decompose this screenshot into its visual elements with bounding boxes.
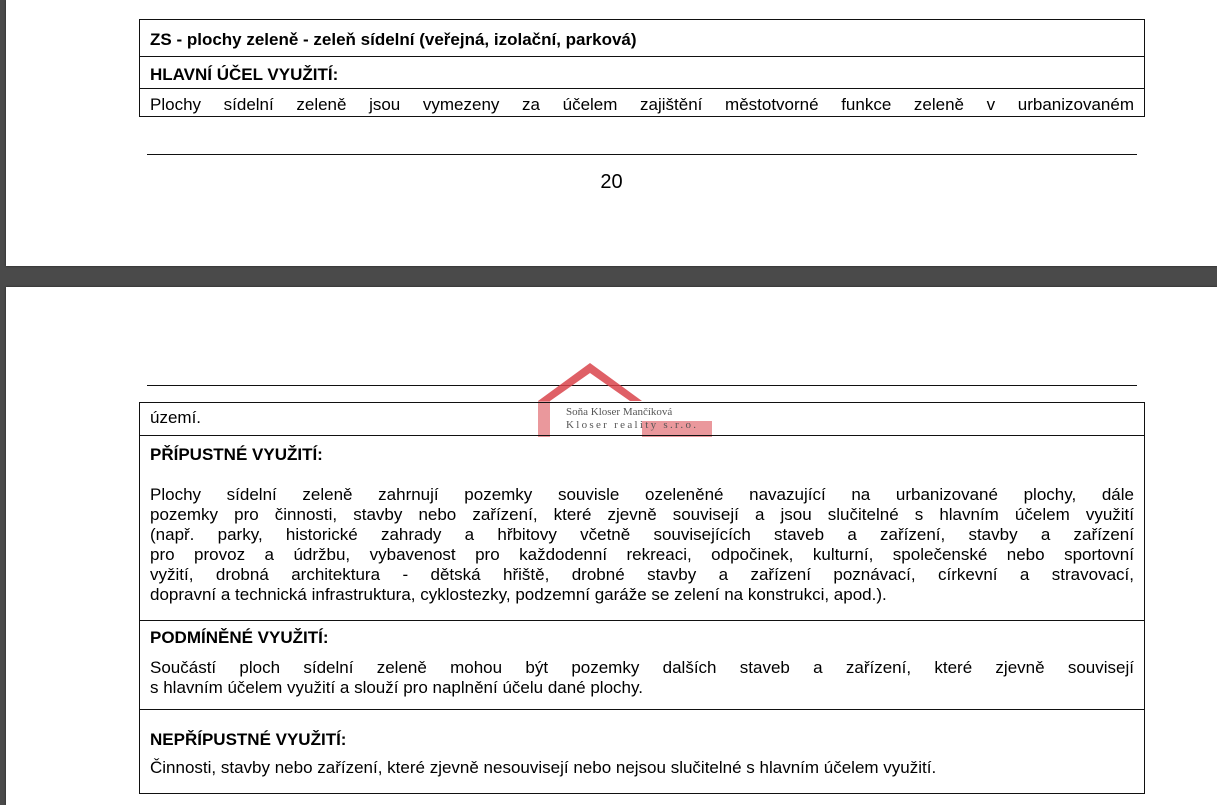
permitted-section <box>140 435 1144 620</box>
document-page-bottom <box>6 287 1217 805</box>
permitted-line-1: Plochy sídelní zeleně zahrnují pozemky souvisle ozeleněné navazující na urbanizované plochy, dále <box>150 485 1134 504</box>
main-use-title: HLAVNÍ ÚČEL VYUŽITÍ: <box>150 65 339 84</box>
main-use-title-row <box>140 56 1144 88</box>
permitted-line-3: (např. parky, historické zahrady a hřbitovy včetně souvisejících staveb a zařízení, stavby a zařízení <box>150 525 1134 544</box>
page-number: 20 <box>600 171 623 193</box>
zoning-table-bottom <box>139 402 1145 794</box>
permitted-title: PŘÍPUSTNÉ VYUŽITÍ: <box>150 445 323 464</box>
table-heading-row <box>140 20 1144 56</box>
conditional-line-2: s hlavním účelem využití a slouží pro naplnění účelu dané plochy. <box>150 678 643 697</box>
permitted-line-6: dopravní a technická infrastruktura, cyklostezky, podzemní garáže se zelení na konstrukci, apod.). <box>150 585 887 604</box>
continuation-row <box>140 403 1144 435</box>
permitted-line-4: pro provoz a údržbu, vybavenost pro každodenní rekreaci, odpočinek, kulturní, společenské nebo sportovní <box>150 545 1134 564</box>
watermark-name: Soňa Kloser Mančíková <box>566 406 673 418</box>
main-use-text-row <box>140 88 1144 116</box>
permitted-line-2: pozemky pro činnosti, stavby nebo zařízení, které zjevně souvisejí a jsou slučitelné s hlavním účelem využití <box>150 505 1134 524</box>
continuation-text: území. <box>150 408 202 427</box>
document-page-top <box>6 0 1217 266</box>
conditional-line-1: Součástí ploch sídelní zeleně mohou být pozemky dalších staveb a zařízení, které zjevně souvisejí <box>150 658 1134 677</box>
main-use-text: Plochy sídelní zeleně jsou vymezeny za účelem zajištění městotvorné funkce zeleně v urbanizovaném <box>150 95 1134 114</box>
prohibited-title: NEPŘÍPUSTNÉ VYUŽITÍ: <box>150 730 347 749</box>
permitted-line-5: vyžití, drobná architektura - dětská hřiště, drobné stavby a zařízení poznávací, církevní a stravovací, <box>150 565 1134 584</box>
footer-rule <box>147 154 1137 155</box>
conditional-title: PODMÍNĚNÉ VYUŽITÍ: <box>150 628 329 647</box>
conditional-section <box>140 620 1144 709</box>
prohibited-section <box>140 709 1144 793</box>
table-heading: ZS - plochy zeleně - zeleň sídelní (veřejná, izolační, parková) <box>150 30 637 49</box>
watermark-company: Kloser reality s.r.o. <box>566 419 699 431</box>
zoning-table-top <box>139 19 1145 117</box>
prohibited-line-1: Činnosti, stavby nebo zařízení, které zjevně nesouvisejí nebo nejsou slučitelné s hlavním účelem využití. <box>150 758 937 777</box>
